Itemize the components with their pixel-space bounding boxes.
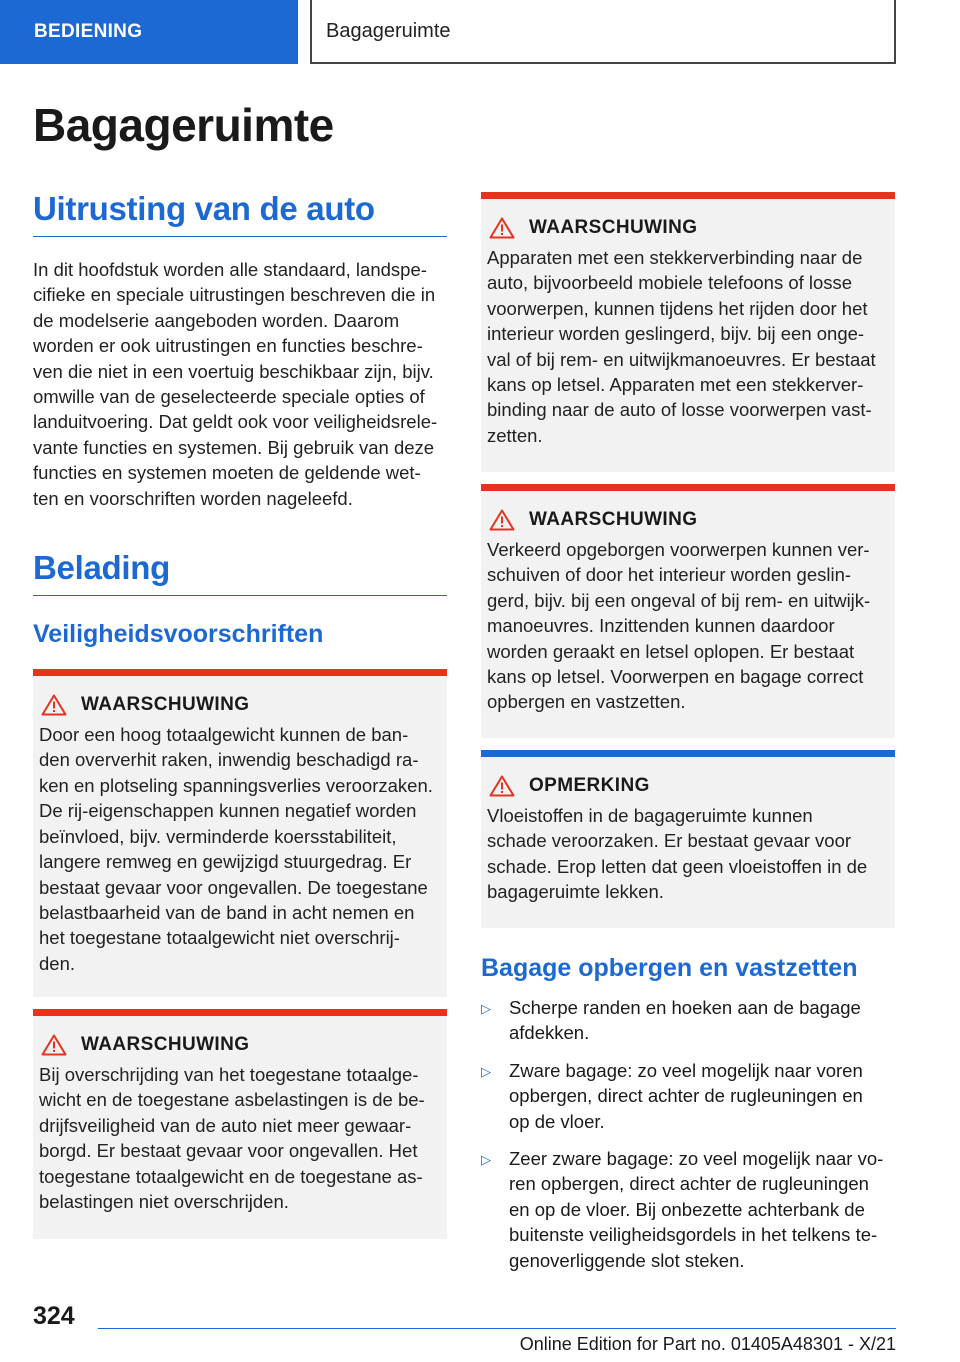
list-item: [481, 1058, 895, 1134]
list-item-text: Zware bagage: zo veel mogelijk naar voren opbergen, direct achter de rugleuningen en op de vloer.: [509, 1059, 863, 1132]
text-line: landuitvoering. Dat geldt ook voor veiligheidsrele-: [33, 411, 438, 433]
chapter-tab: [310, 0, 896, 64]
text-line: cifieke en speciale uitrustingen beschreven die in: [33, 284, 436, 306]
warning-title: WAARSCHUWING: [81, 1034, 250, 1056]
triangle-right-bullet-icon: ▷: [481, 1063, 491, 1079]
triangle-right-bullet-icon: ▷: [481, 1152, 491, 1168]
warning-title: WAARSCHUWING: [529, 509, 698, 530]
warning-text: Bij overschrijding van het toegestane totaalge- wicht en de toegestane asbelastingen is de be- drijfsveiligheid van de auto niet meer gewaar- borgd. Er bestaat gevaar voor ongevallen. Het toegestane totaalgewicht en de toegestane as- belastingen niet overschrijden.: [39, 1064, 425, 1213]
warning-title: WAARSCHUWING: [529, 217, 698, 238]
note-text: Vloeistoffen in de bagageruimte kunnen schade veroorzaken. Er bestaat gevaar voor schade. Erop letten dat geen vloeistoffen in de bagageruimte lekken.: [487, 805, 868, 903]
chapter-label: Bagageruimte: [326, 19, 451, 42]
text-line: vante functies en systemen. Bij gebruik van deze: [33, 436, 435, 458]
list-item: [481, 1146, 895, 1273]
warning-title: WAARSCHUWING: [81, 694, 250, 716]
section-tab: [0, 0, 298, 64]
warning-box: [33, 1009, 447, 1239]
text-line: omwille van de geselecteerde speciale opties of: [33, 386, 425, 408]
warning-triangle-icon: [41, 694, 67, 716]
footer-divider: [98, 1328, 896, 1329]
warning-triangle-icon: [489, 775, 515, 797]
text-line: ven die niet in een voertuig beschikbaar zijn, bijv.: [33, 360, 434, 382]
stowing-heading: Bagage opbergen en vastzetten: [481, 954, 858, 982]
list-item-text: Zeer zware bagage: zo veel mogelijk naar vo- ren opbergen, direct achter de rugleuningen en op de vloer. Bij onbezette achterbank de buitenste veiligheidsgordels in het telkens te- genoverliggende slot steken.: [509, 1148, 884, 1271]
warning-box: [33, 669, 447, 997]
safety-heading: Veiligheidsvoorschriften: [33, 620, 324, 649]
warning-text: Door een hoog totaalgewicht kunnen de ban- den oververhit raken, inwendig beschadigd ra- ken en plotseling spanningsverlies veroorzaken. De rij-eigenschappen kunnen negatief worden beïnvloed, bijv. verminderde koersstabiliteit, langere remweg en gewijzigd stuurgedrag. Er bestaat gevaar voor ongevallen. De toegestane belastbaarheid van de band in acht nemen en het toegestane totaalgewicht niet overschrij- den.: [39, 724, 433, 974]
stowing-list: [481, 995, 895, 1273]
page-number: 324: [33, 1302, 75, 1330]
warning-box: [481, 192, 895, 472]
warning-triangle-icon: [489, 509, 515, 531]
warning-text: Apparaten met een stekkerverbinding naar de auto, bijvoorbeeld mobiele telefoons of losse voorwerpen, kunnen tijdens het rijden door het interieur worden geslingerd, bijv. bij een onge- val of bij rem- en uitwijkmanoeuvres. Er bestaat kans op letsel. Apparaten met een stekkerver- binding naar de auto of losse voorwerpen vast- zetten.: [487, 247, 876, 446]
text-line: ten en voorschriften worden nageleefd.: [33, 487, 353, 509]
triangle-right-bullet-icon: ▷: [481, 1001, 491, 1016]
list-item: [481, 995, 895, 1046]
right-column: [481, 192, 895, 1285]
text-line: functies en systemen moeten de geldende wet-: [33, 462, 421, 484]
note-box: [481, 750, 895, 928]
warning-text: Verkeerd opgeborgen voorwerpen kunnen ver- schuiven of door het interieur worden geslin- gerd, bijv. bij een ongeval of bij rem- en uitwijk- manoeuvres. Inzittenden kunnen daardoor worden geraakt en letsel oplopen. Er bestaat kans op letsel. Voorwerpen en bagage correct opbergen en vastzetten.: [487, 539, 871, 713]
page-title: Bagageruimte: [33, 99, 334, 151]
list-item-text: Scherpe randen en hoeken aan de bagage afdekken.: [509, 997, 861, 1044]
equipment-paragraph: [33, 257, 447, 511]
loading-heading: Belading: [33, 549, 447, 596]
left-column: [33, 190, 447, 1239]
section-label: BEDIENING: [34, 21, 143, 42]
warning-triangle-icon: [41, 1034, 67, 1056]
text-line: In dit hoofdstuk worden alle standaard, landspe-: [33, 259, 427, 280]
warning-triangle-icon: [489, 217, 515, 239]
equipment-heading: Uitrusting van de auto: [33, 190, 447, 237]
text-line: de modelserie aangeboden worden. Daarom: [33, 309, 400, 331]
warning-box: [481, 484, 895, 738]
footer-edition: Online Edition for Part no. 01405A48301 - X/21: [519, 1334, 896, 1354]
note-title: OPMERKING: [529, 775, 650, 796]
text-line: worden er ook uitrustingen en functies beschre-: [33, 335, 423, 357]
